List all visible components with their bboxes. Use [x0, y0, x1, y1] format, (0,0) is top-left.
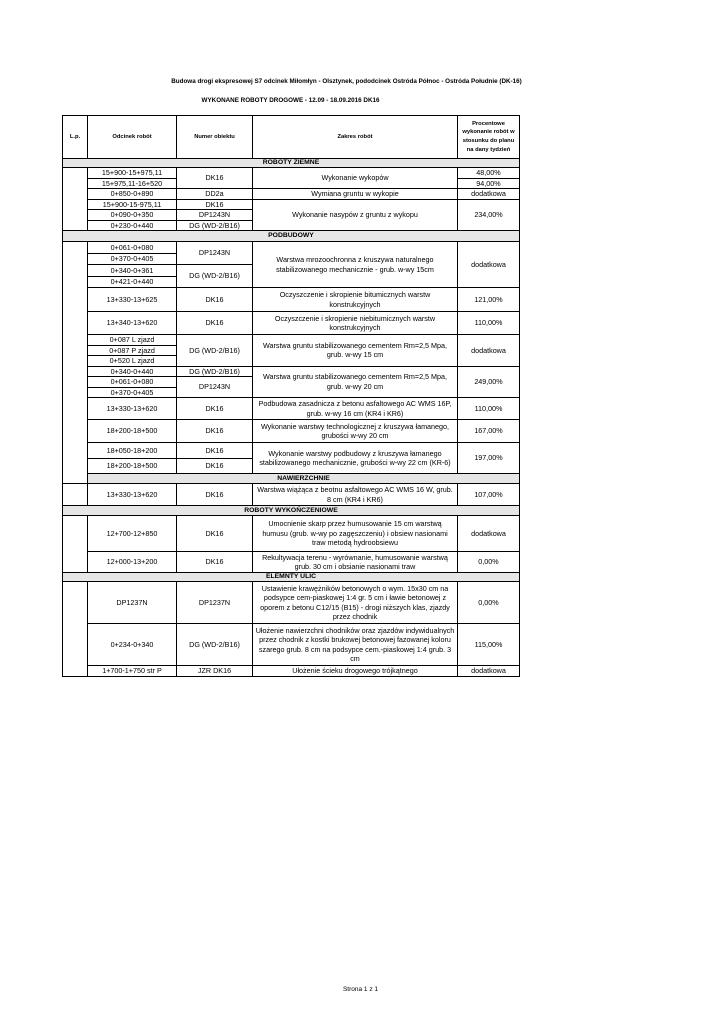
- procent-cell: dodatkowa: [458, 335, 520, 367]
- obiekt-cell: DG (WD-2/B16): [177, 624, 253, 666]
- odcinek-cell: 0+340-0+440: [88, 366, 177, 377]
- odcinek-cell: 15+900-15+975,11: [88, 168, 177, 179]
- section-header: [63, 506, 520, 516]
- section-title: ROBOTY ZIEMNE: [63, 159, 520, 168]
- odcinek-cell: 0+087 L zjazd: [88, 335, 177, 346]
- table-row: [63, 624, 520, 666]
- procent-cell: 110,00%: [458, 398, 520, 420]
- zakres-cell: Umocnienie skarp przez humusowanie 15 cm warstwą humusu (grub. w-wy po zagęszczeniu) i obsiew nasionami traw metodą hydroobsiewu: [253, 516, 458, 552]
- works-table: [62, 115, 520, 677]
- procent-cell: dodatkowa: [458, 242, 520, 288]
- odcinek-cell: 13+340-13+620: [88, 312, 177, 335]
- procent-cell: 197,00%: [458, 443, 520, 474]
- header-zakres: Zakres robót: [253, 116, 458, 159]
- page-footer: Strona 1 z 1: [342, 986, 379, 993]
- odcinek-cell: 1+700-1+750 str P: [88, 666, 177, 677]
- zakres-cell: Warstwa wiążąca z beotnu asfaltowego AC WMS 16 W, grub. 8 cm (KR4 i KR6): [253, 484, 458, 506]
- table-row: [63, 312, 520, 335]
- obiekt-cell: DK16: [177, 516, 253, 552]
- odcinek-cell: 0+850-0+890: [88, 189, 177, 200]
- odcinek-cell: 15+975,11-16+520: [88, 178, 177, 189]
- section-header: [63, 573, 520, 582]
- procent-cell: 121,00%: [458, 288, 520, 312]
- obiekt-cell: DP1243N: [177, 377, 253, 398]
- odcinek-cell: 15+900-15-975,11: [88, 199, 177, 210]
- table-row: [63, 335, 520, 346]
- obiekt-cell: DG (WD-2/B16): [177, 265, 253, 288]
- obiekt-cell: DK16: [177, 199, 253, 210]
- table-row: [63, 398, 520, 420]
- section-header: [63, 159, 520, 168]
- section-header: [63, 231, 520, 242]
- obiekt-cell: DP1243N: [177, 210, 253, 221]
- odcinek-cell: 18+200-18+500: [88, 459, 177, 474]
- obiekt-cell: DK16: [177, 168, 253, 189]
- procent-cell: 107,00%: [458, 484, 520, 506]
- table-row: [63, 582, 520, 624]
- odcinek-cell: 18+050-18+200: [88, 443, 177, 459]
- zakres-cell: Podbudowa zasadnicza z betonu asfaltowego AC WMS 16P, grub. w-wy 16 cm (KR4 i KR6): [253, 398, 458, 420]
- obiekt-cell: JZR DK16: [177, 666, 253, 677]
- procent-cell: 0,00%: [458, 582, 520, 624]
- procent-cell: 110,00%: [458, 312, 520, 335]
- odcinek-cell: 12+700-12+850: [88, 516, 177, 552]
- header-odcinek: Odcinek robót: [88, 116, 177, 159]
- odcinek-cell: 0+234-0+340: [88, 624, 177, 666]
- section-title: ELEMNTY ULIC: [63, 573, 520, 582]
- zakres-cell: Rekultywacja terenu - wyrównanie, humusowanie warstwą grub. 30 cm i obsianie nasionami traw: [253, 552, 458, 573]
- lp-cell: [63, 168, 88, 231]
- odcinek-cell: 0+520 L zjazd: [88, 356, 177, 367]
- obiekt-cell: DG (WD-2/B16): [177, 335, 253, 367]
- lp-cell: [63, 484, 88, 506]
- obiekt-cell: DK16: [177, 312, 253, 335]
- obiekt-cell: DP1237N: [177, 582, 253, 624]
- odcinek-cell: 0+090-0+350: [88, 210, 177, 221]
- table-row: [63, 242, 520, 254]
- obiekt-cell: DG (WD-2/B16): [177, 366, 253, 377]
- obiekt-cell: DK16: [177, 443, 253, 459]
- document-title: Budowa drogi ekspresowej S7 odcinek Miłomłyn - Olsztynek, pododcinek Ostróda Północ - Ostróda Południe (DK-16): [171, 78, 522, 85]
- table-row: [63, 168, 520, 179]
- odcinek-cell: 13+330-13+625: [88, 288, 177, 312]
- procent-cell: 94,00%: [458, 178, 520, 189]
- odcinek-cell: 13+330-13+620: [88, 398, 177, 420]
- section-title: PODBUDOWY: [63, 231, 520, 242]
- table-row: [63, 366, 520, 377]
- zakres-cell: Oczyszczenie i skropienie niebitumicznych warstw konstrukcyjnych: [253, 312, 458, 335]
- procent-cell: 115,00%: [458, 624, 520, 666]
- section-header: [63, 474, 520, 484]
- table-row: [63, 666, 520, 677]
- odcinek-cell: 18+200-18+500: [88, 420, 177, 443]
- obiekt-cell: DK16: [177, 288, 253, 312]
- table-row: [63, 443, 520, 459]
- procent-cell: 249,00%: [458, 366, 520, 398]
- odcinek-cell: 0+061-0+080: [88, 242, 177, 254]
- procent-cell: dodatkowa: [458, 189, 520, 200]
- obiekt-cell: DK16: [177, 398, 253, 420]
- odcinek-cell: DP1237N: [88, 582, 177, 624]
- odcinek-cell: 0+370-0+405: [88, 254, 177, 265]
- table-row: [63, 516, 520, 552]
- zakres-cell: Ustawienie krawężników betonowych o wym. 15x30 cm na podsypce cem-piaskowej 1:4 gr. 5 cm i ławie betonowej z oporem z betonu C12/15 (B15) - drogi niższych klas, zjazdy przez chodnik: [253, 582, 458, 624]
- zakres-cell: Wykonanie nasypów z gruntu z wykopu: [253, 199, 458, 231]
- obiekt-cell: DK16: [177, 459, 253, 474]
- zakres-cell: Warstwa gruntu stabilizowanego cementem Rm=2,5 Mpa, grub. w-wy 15 cm: [253, 335, 458, 367]
- odcinek-cell: 0+087 P zjazd: [88, 345, 177, 356]
- zakres-cell: Wykonanie warstwy technologicznej z kruszywa łamanego, grubości w-wy 20 cm: [253, 420, 458, 443]
- table-row: [63, 552, 520, 573]
- document-subtitle: WYKONANE ROBOTY DROGOWE - 12.09 - 18.09.2016 DK16: [201, 97, 380, 104]
- zakres-cell: Warstwa gruntu stabilizowanego cementem Rm=2,5 Mpa, grub. w-wy 20 cm: [253, 366, 458, 398]
- odcinek-cell: 0+340-0+361: [88, 265, 177, 277]
- table-row: [63, 189, 520, 200]
- procent-cell: 48,00%: [458, 168, 520, 179]
- header-obiekt: Numer obiektu: [177, 116, 253, 159]
- procent-cell: 0,00%: [458, 552, 520, 573]
- zakres-cell: Warstwa mrozoochronna z kruszywa naturalnego stabilizowanego mechanicznie - grub. w-wy 15cm: [253, 242, 458, 288]
- zakres-cell: Wymiana gruntu w wykopie: [253, 189, 458, 200]
- procent-cell: dodatkowa: [458, 516, 520, 552]
- odcinek-cell: 0+421-0+440: [88, 277, 177, 288]
- zakres-cell: Wykonanie warstwy podbudowy z kruszywa łamanego stabilizowanego mechanicznie, grubości w-wy 22 cm (KR-6): [253, 443, 458, 474]
- obiekt-cell: DK16: [177, 484, 253, 506]
- zakres-cell: Ułożenie nawierzchni chodników oraz zjazdów indywidualnych przez chodnik z kostki brukowej betonowej fazowanej koloru szarego grub. 8 cm na podsypce cem.-piaskowej 1:4 grub. 3 cm: [253, 624, 458, 666]
- header-lp: L.p.: [63, 116, 88, 159]
- odcinek-cell: 0+061-0+080: [88, 377, 177, 388]
- odcinek-cell: 0+230-0+440: [88, 220, 177, 231]
- obiekt-cell: DK16: [177, 420, 253, 443]
- obiekt-cell: DK16: [177, 552, 253, 573]
- zakres-cell: Wykonanie wykopów: [253, 168, 458, 189]
- lp-cell: [63, 516, 88, 573]
- table-row: [63, 199, 520, 210]
- table-row: [63, 288, 520, 312]
- table-row: [63, 420, 520, 443]
- odcinek-cell: 13+330-13+620: [88, 484, 177, 506]
- zakres-cell: Oczyszczenie i skropienie bitumicznych warstw konstrukcyjnych: [253, 288, 458, 312]
- odcinek-cell: 0+370-0+405: [88, 387, 177, 398]
- zakres-cell: Ułożenie ścieku drogowego trójkątnego: [253, 666, 458, 677]
- section-title: NAWIERZCHNIE: [88, 474, 520, 484]
- table-row: [63, 484, 520, 506]
- section-title: ROBOTY WYKOŃCZENIOWE: [63, 506, 520, 516]
- lp-cell: [63, 582, 88, 677]
- obiekt-cell: DD2a: [177, 189, 253, 200]
- procent-cell: dodatkowa: [458, 666, 520, 677]
- lp-cell: [63, 242, 88, 484]
- odcinek-cell: 12+000-13+200: [88, 552, 177, 573]
- obiekt-cell: DP1243N: [177, 242, 253, 265]
- obiekt-cell: DG (WD-2/B16): [177, 220, 253, 231]
- table-header-row: [63, 116, 520, 159]
- procent-cell: 167,00%: [458, 420, 520, 443]
- header-procent: Procentowe wykonanie robót w stosunku do planu na dany tydzień: [458, 116, 520, 159]
- procent-cell: 234,00%: [458, 199, 520, 231]
